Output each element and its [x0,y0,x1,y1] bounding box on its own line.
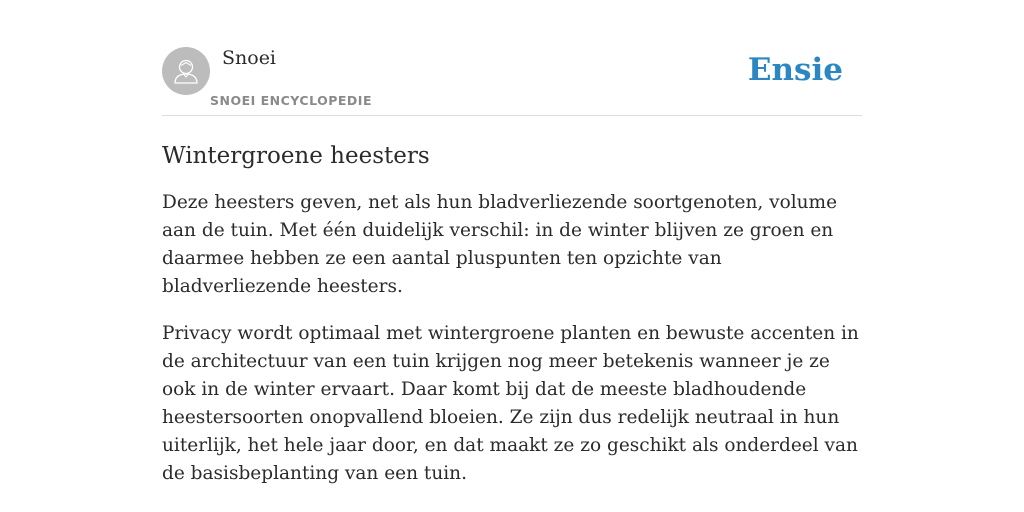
article-paragraph: Deze heesters geven, net als hun bladverliezende soortgenoten, volume aan de tuin. Met één duidelijk verschil: in de winter blijven ze groen en daarmee hebben ze een aantal pluspunten ten opzichte van bladverliezende heesters. [162,192,838,297]
user-icon [171,56,201,86]
ensie-logo[interactable]: Ensie [747,52,843,88]
article-card [162,46,862,488]
encyclopedia-subtitle[interactable]: SNOEI ENCYCLOPEDIE [210,93,372,108]
article-title: Wintergroene heesters [162,143,430,169]
avatar[interactable] [162,47,210,95]
article-paragraph: Privacy wordt optimaal met wintergroene planten en bewuste accenten in de architectuur van een tuin krijgen nog meer betekenis wanneer je ze ook in de winter ervaart. Daar komt bij dat de meeste bladhoudende heestersoorten onopvallend bloeien. Ze zijn dus redelijk neutraal in hun uiterlijk, het hele jaar door, en dat maakt ze zo geschikt als onderdeel van de basisbeplanting van een tuin. [162,323,859,484]
author-name[interactable]: Snoei [222,47,277,69]
article-header [162,46,862,116]
